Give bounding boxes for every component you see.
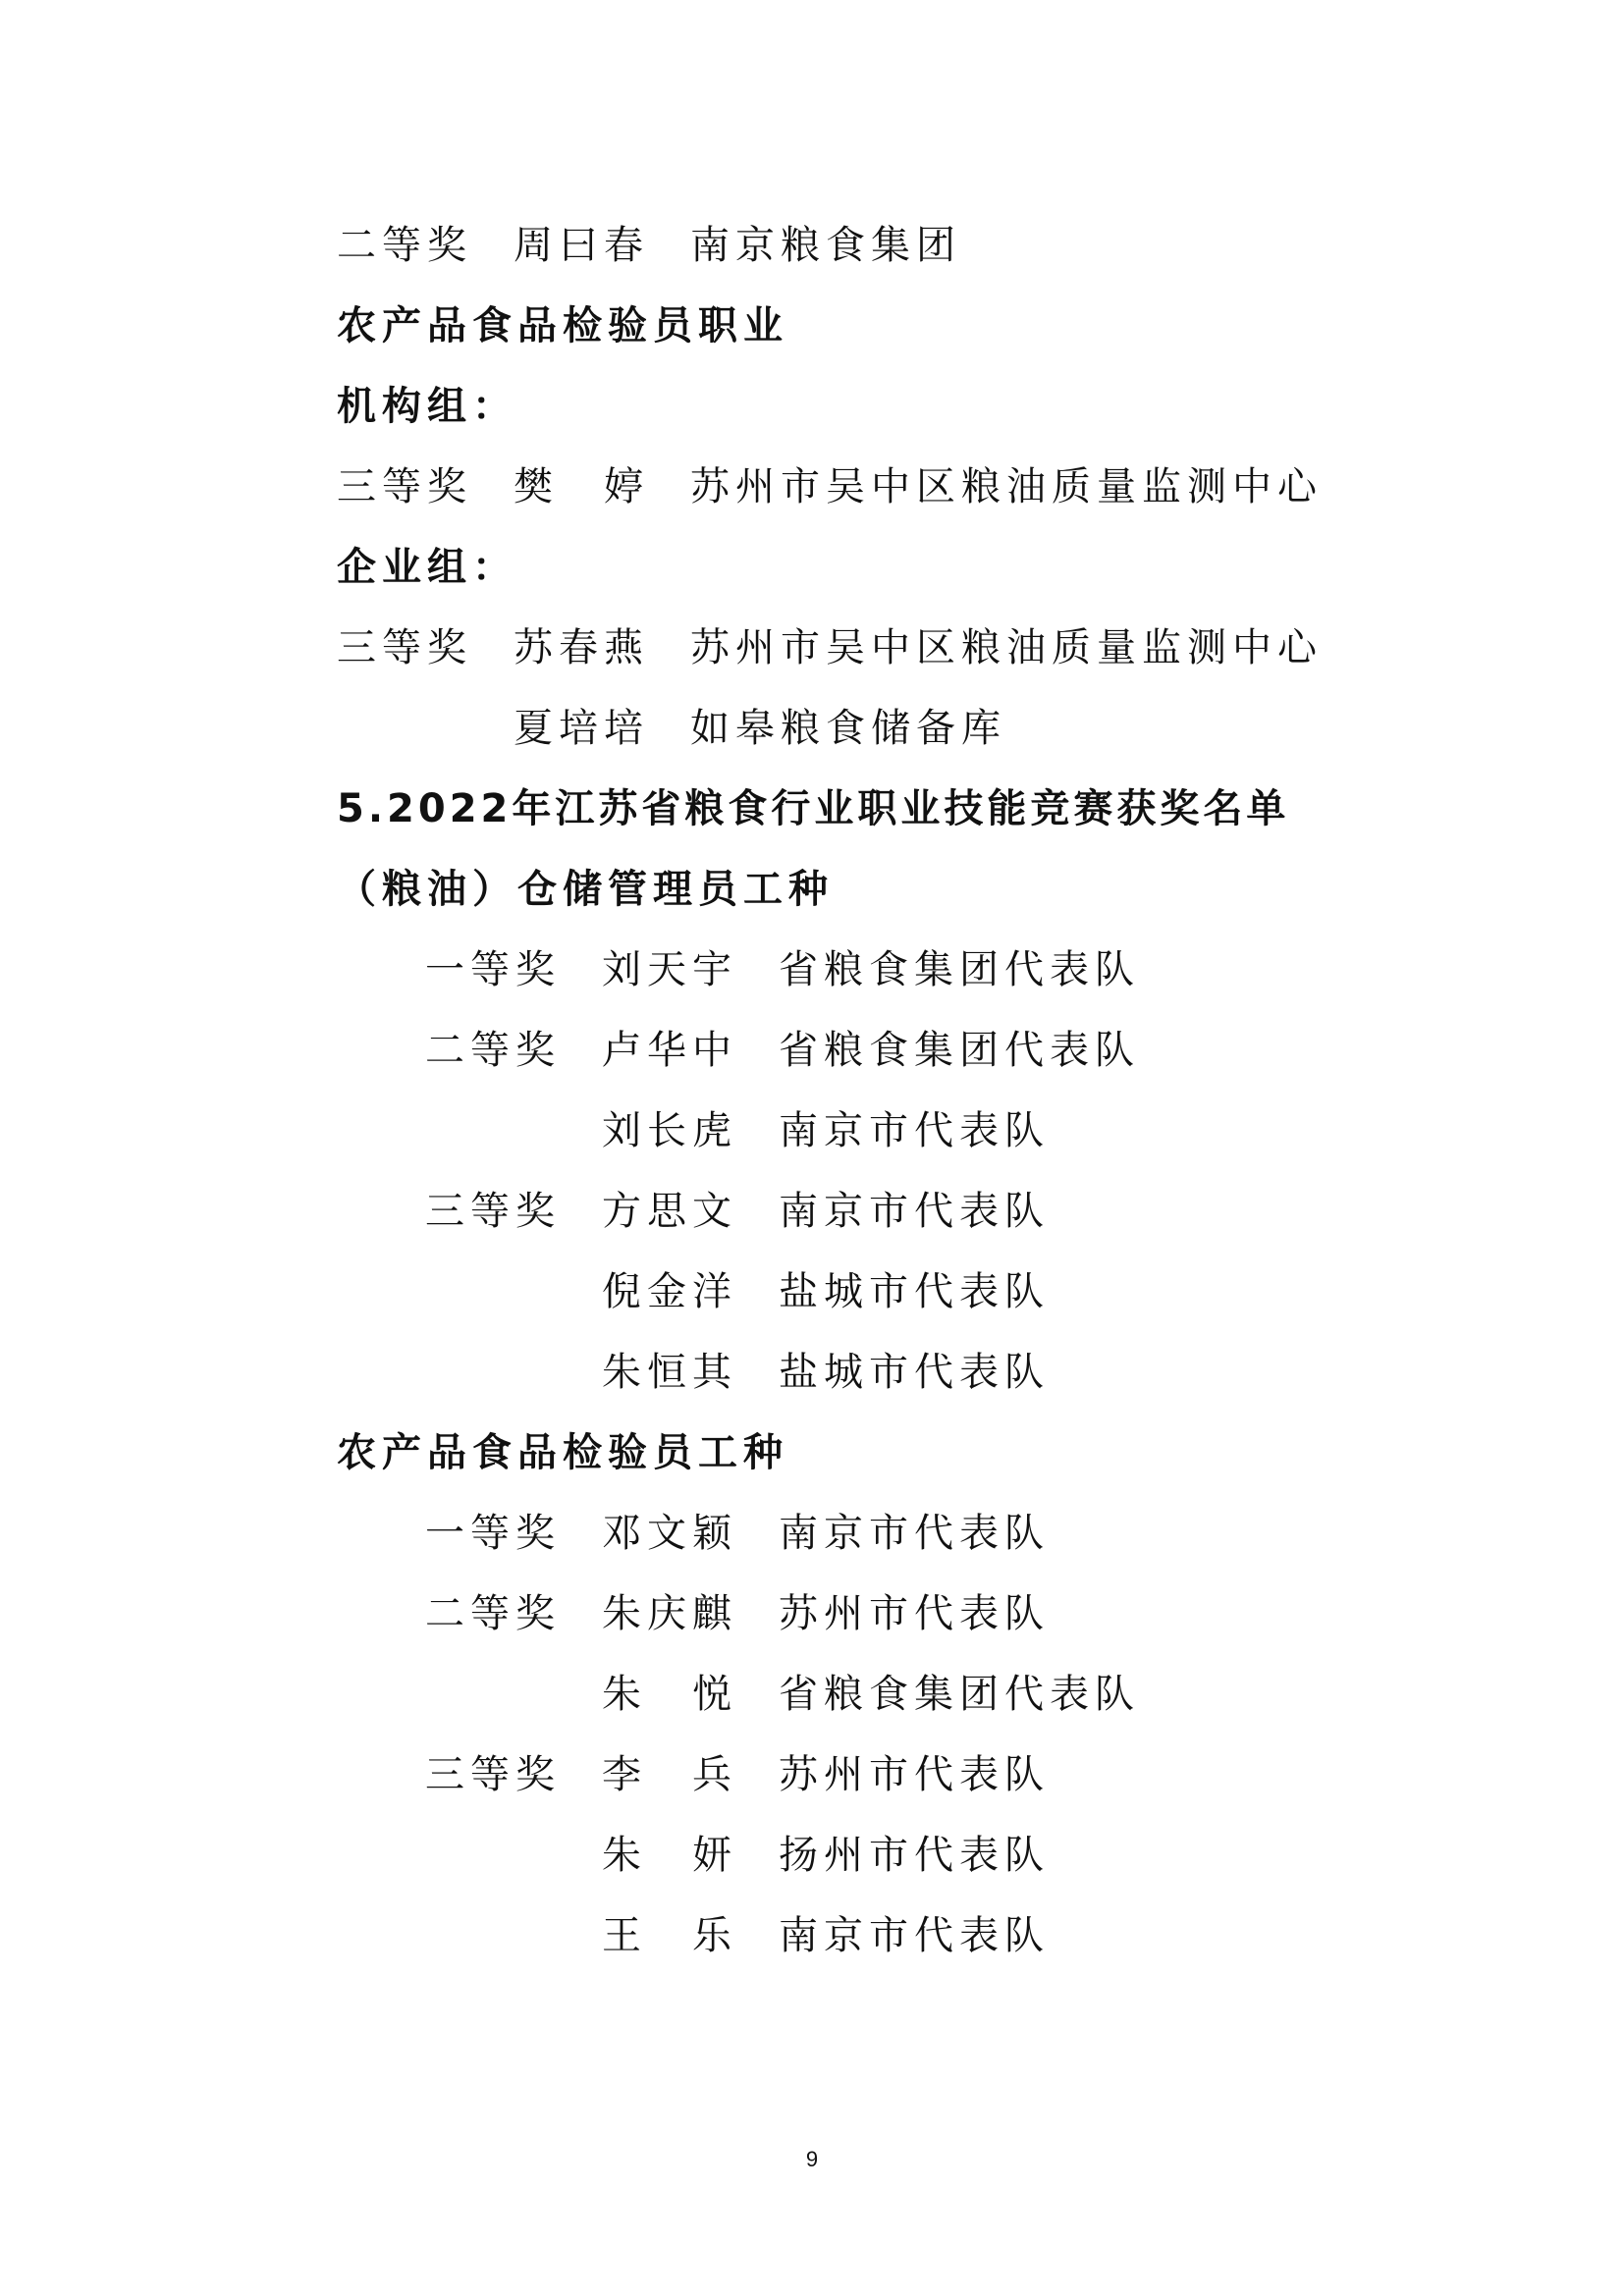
winner-name: 李 兵 [602,1752,737,1797]
winner-name: 朱庆麒 [602,1591,737,1636]
winner-name: 朱恒其 [602,1350,737,1395]
winner-organization: 苏州市吴中区粮油质量监测中心 [690,625,1323,670]
group-label: 机构组： [337,384,517,429]
winner-organization: 苏州市吴中区粮油质量监测中心 [690,464,1323,509]
winner-name: 刘天宇 [602,947,737,992]
prize-level: 三等奖 [337,464,472,509]
winner-organization: 盐城市代表队 [779,1269,1050,1314]
trade-heading: （粮油）仓储管理员工种 [337,867,834,912]
section-heading: 5.2022年江苏省粮食行业职业技能竞赛获奖名单 [337,786,1290,831]
winner-organization: 苏州市代表队 [779,1752,1050,1797]
trade-heading: 农产品食品检验员工种 [337,1430,788,1475]
prize-level: 二等奖 [337,223,472,268]
prize-level: 三等奖 [337,625,472,670]
winner-name: 朱 悦 [602,1672,737,1717]
winner-organization: 南京市代表队 [779,1108,1050,1153]
group-label: 企业组： [337,545,517,590]
winner-organization: 南京粮食集团 [690,223,961,268]
winner-organization: 省粮食集团代表队 [779,1672,1140,1717]
section-heading: 农产品食品检验员职业 [337,303,788,348]
prize-level: 二等奖 [425,1028,561,1073]
winner-organization: 南京市代表队 [779,1189,1050,1234]
winner-name: 倪金洋 [602,1269,737,1314]
prize-level: 一等奖 [425,947,561,992]
page-number: 9 [805,2147,819,2171]
prize-level: 二等奖 [425,1591,561,1636]
winner-organization: 省粮食集团代表队 [779,947,1140,992]
winner-organization: 盐城市代表队 [779,1350,1050,1395]
winner-organization: 南京市代表队 [779,1511,1050,1556]
winner-name: 方思文 [602,1189,737,1234]
prize-level: 三等奖 [425,1189,561,1234]
winner-organization: 苏州市代表队 [779,1591,1050,1636]
winner-name: 樊 婷 [514,464,649,509]
winner-organization: 省粮食集团代表队 [779,1028,1140,1073]
winner-name: 朱 妍 [602,1833,737,1878]
winner-name: 刘长虎 [602,1108,737,1153]
winner-name: 夏培培 [514,706,649,751]
winner-name: 卢华中 [602,1028,737,1073]
winner-organization: 扬州市代表队 [779,1833,1050,1878]
winner-name: 苏春燕 [514,625,649,670]
winner-name: 邓文颖 [602,1511,737,1556]
winner-organization: 南京市代表队 [779,1913,1050,1958]
prize-level: 三等奖 [425,1752,561,1797]
winner-name: 周曰春 [514,223,649,268]
prize-level: 一等奖 [425,1511,561,1556]
winner-organization: 如皋粮食储备库 [690,706,1006,751]
winner-name: 王 乐 [602,1913,737,1958]
